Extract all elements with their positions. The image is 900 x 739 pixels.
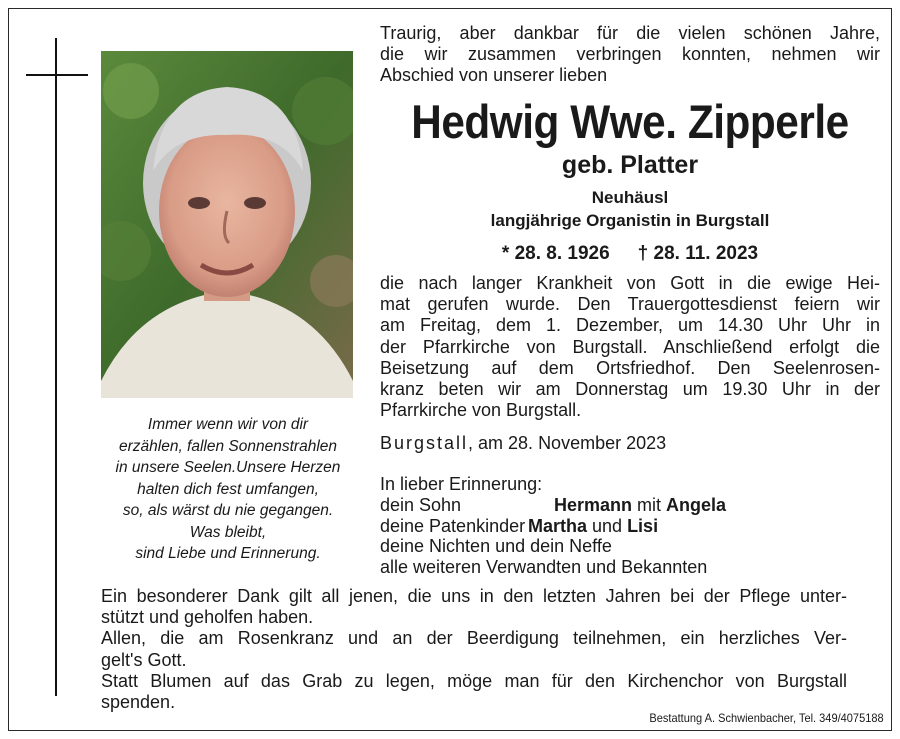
thanks-line: Statt Blumen auf das Grab zu legen, möge man für den Kirchenchor von Burgstall [101,670,847,691]
poem-line: halten dich fest umfangen, [137,480,319,498]
service-line: der Pfarrkirche von Burgstall. Anschließend erfolgt die [380,336,880,357]
house-name: Neuhäusl [591,188,669,207]
life-dates [380,242,880,266]
place-city: Burgstall [380,433,469,453]
service-line: kranz beten wir am Donnerstag um 19.30 Uhr in der [380,379,880,400]
mourner-row-others: alle weiteren Verwandten und Bekannten [380,557,708,578]
thanks-line: Ein besonderer Dank gilt all jenen, die uns in den letzten Jahren bei der Pflege unter- [101,586,847,606]
place-date [380,432,666,454]
service-text [380,273,880,421]
place-date-text: , am 28. November 2023 [468,433,667,453]
service-line: Beisetzung auf dem Ortsfriedhof. Den Seelenrosen- [380,357,880,378]
son-label: dein Sohn [380,494,462,515]
godchild-name: Martha [528,515,588,536]
godchildren-label: deine Patenkinder [380,515,526,536]
intro-line: Abschied von unserer lieben [380,65,608,86]
mourners-list [380,474,880,578]
portrait-photo [101,51,353,398]
poem-line: in unsere Seelen.Unsere Herzen [115,459,341,476]
son-partner: Angela [666,494,727,515]
son-name: Hermann [554,494,633,515]
poem-line: Was bleibt, [189,523,267,541]
birth-date: * 28. 8. 1926 [501,243,610,264]
cross-icon [55,38,57,696]
thanks-line: Allen, die am Rosenkranz und an der Beerdigung teilnehmen, ein herzliches Ver- [101,628,847,649]
thanks-line: stützt und geholfen haben. [101,607,314,628]
godchild-name: Lisi [627,515,659,536]
mourner-row-nieces: deine Nichten und dein Neffe [380,536,612,557]
thanks-text [101,586,847,713]
service-line: die nach langer Krankheit von Gott in die ewige Hei- [380,273,880,293]
mourner-row-godchildren [380,516,880,537]
mourner-row-son [380,495,880,516]
poem-line: erzählen, fallen Sonnenstrahlen [118,437,337,455]
role: langjährige Organistin in Burgstall [490,211,770,230]
service-line: am Freitag, dem 1. Dezember, um 14.30 Uhr Uhr in [380,315,880,336]
service-line: Pfarrkirche von Burgstall. [380,400,582,421]
birth-name: geb. Platter [561,151,699,179]
death-date: † 28. 11. 2023 [637,243,759,264]
cross-icon-bar [26,74,88,76]
memorial-poem [96,414,360,565]
intro-line: Traurig, aber dankbar für die vielen schönen Jahre, [380,23,880,43]
funeral-home-credit: Bestattung A. Schwienbacher, Tel. 349/4075188 [649,711,884,725]
thanks-line: spenden. [101,692,176,713]
godchildren-and: und [587,515,628,536]
service-line: mat gerufen wurde. Den Trauergottesdienst feiern wir [380,294,880,315]
intro-line: die wir zusammen verbringen konnten, nehmen wir [380,44,880,65]
deceased-name: Hedwig Wwe. Zipperle [411,95,849,148]
intro-text [380,23,880,87]
son-with: mit [632,494,667,515]
mourners-heading: In lieber Erinnerung: [380,474,543,494]
thanks-line: gelt's Gott. [101,649,187,670]
poem-line: Immer wenn wir von dir [147,416,309,433]
poem-line: so, als wärst du nie gegangen. [122,502,334,519]
poem-line: sind Liebe und Erinnerung. [135,545,321,562]
